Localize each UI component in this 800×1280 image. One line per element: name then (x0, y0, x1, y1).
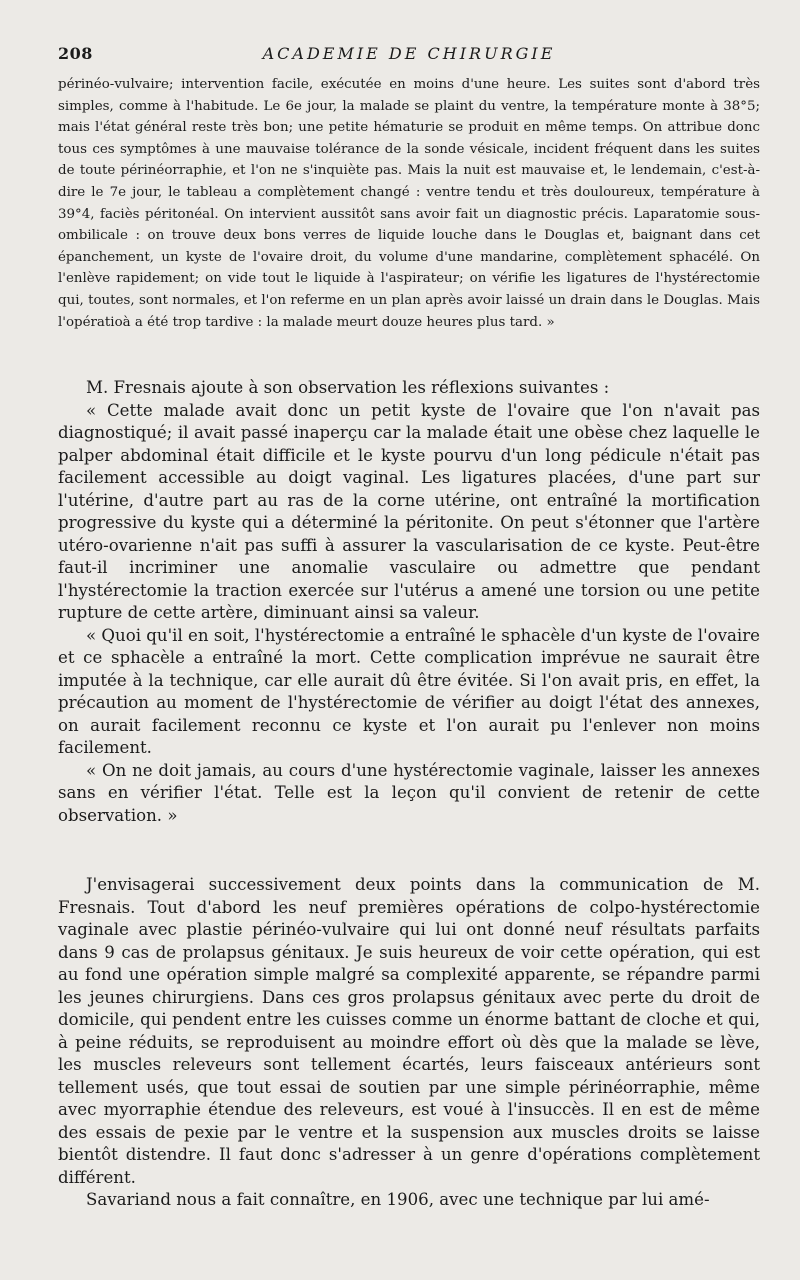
page-number: 208 (58, 44, 93, 63)
reflections-section (58, 377, 760, 827)
running-title: ACADEMIE DE CHIRURGIE (262, 44, 556, 63)
commentary-paragraph-2: Savariand nous a fait connaître, en 1906, avec une technique par lui amé- (86, 1190, 710, 1209)
commentary-paragraph-1: J'envisagerai successivement deux points dans la communication de M. Fresnais. Tout d'abord les neuf premières opérations de colpo-hystérectomie vaginale avec plastie périnéo-vulvaire qui lui ont donné neuf résultats parfaits dans 9 cas de prolapsus génitaux. Je suis heureux de voir cette opération, qui est au fond une opération simple malgré sa complexité apparente, se répandre parmi les jeunes chirurgiens. Dans ces gros prolapsus génitaux avec perte du droit de domicile, qui pendent entre les cuisses comme un énorme battant de cloche et qui, à peine réduits, se reproduisent au moindre effort où dès que la malade se lève, les muscles releveurs sont tellement écartés, leurs faisceaux antérieurs sont tellement usés, que tout essai de soutien par une simple périnéorraphie, même avec myorraphie étendue des releveurs, est voué à l'insuccès. Il en est de même des essais de pexie par le ventre et la suspension aux muscles droits se laisse bientôt distendre. Il faut donc s'adresser à un genre d'opérations complètement différent. (58, 875, 760, 1187)
reflections-intro: M. Fresnais ajoute à son observation les réflexions suivantes : (86, 378, 610, 397)
quoted-observation (58, 74, 760, 333)
running-head (58, 44, 760, 68)
reflection-paragraph-1: « Cette malade avait donc un petit kyste de l'ovaire que l'on n'avait pas diagnostiqué; il avait passé inaperçu car la malade était une obèse chez laquelle le palper abdominal était difficile et le kyste pourvu d'un long pédicule n'était pas facilement accessible au doigt vaginal. Les ligatures placées, d'une part sur l'utérine, d'autre part au ras de la corne utérine, ont entraîné la mortification progressive du kyste qui a déterminé la péritonite. On peut s'étonner que l'artère utéro-ovarienne n'ait pas suffi à assurer la vascularisation de ce kyste. Peut-être faut-il incriminer une anomalie vasculaire ou admettre que pendant l'hystérectomie la traction exercée sur l'utérus a amené une torsion ou une petite rupture de cette artère, diminuant ainsi sa valeur. (58, 400, 760, 622)
quote-continuation-paragraph: périnéo-vulvaire; intervention facile, exécutée en moins d'une heure. Les suites sont d'abord très simples, comme à l'habitude. Le 6e jour, la malade se plaint du ventre, la température monte à 38°5; mais l'état général reste très bon; une petite hématurie se produit en même temps. On attribue donc tous ces symptômes à une mauvaise tolérance de la sonde vésicale, incident fréquent dans les suites de toute périnéorraphie, et l'on ne s'inquiète pas. Mais la nuit est mauvaise et, le lendemain, c'est-à-dire le 7e jour, le tableau a complètement changé : ventre tendu et très douloureux, température à 39°4, faciès péritonéal. On intervient aussitôt sans avoir fait un diagnostic précis. Laparatomie sous-ombilicale : on trouve deux bons verres de liquide louche dans le Douglas et, baignant dans cet épanchement, un kyste de l'ovaire droit, du volume d'une mandarine, complètement sphacélé. On l'enlève rapidement; on vide tout le liquide à l'aspirateur; on vérifie les ligatures de l'hystérectomie qui, toutes, sont normales, et l'on referme en un plan après avoir laissé un drain dans le Douglas. Mais l'opératioà a été trop tardive : la malade meurt douze heures plus tard. » (58, 77, 760, 330)
reflection-paragraph-3: « On ne doit jamais, au cours d'une hystérectomie vaginale, laisser les annexes sans en vérifier l'état. Telle est la leçon qu'il convient de retenir de cette observation. » (58, 760, 760, 825)
commentary-section (58, 874, 760, 1212)
reflection-paragraph-2: « Quoi qu'il en soit, l'hystérectomie a entraîné le sphacèle d'un kyste de l'ovaire et ce sphacèle a entraîné la mort. Cette complication imprévue ne saurait être imputée à la technique, car elle aurait dû être évitée. Si l'on avait pris, en effet, la précaution au moment de l'hystérectomie de vérifier au doigt l'état des annexes, on aurait facilement reconnu ce kyste et l'on aurait pu l'enlever non moins facilement. (58, 625, 760, 757)
